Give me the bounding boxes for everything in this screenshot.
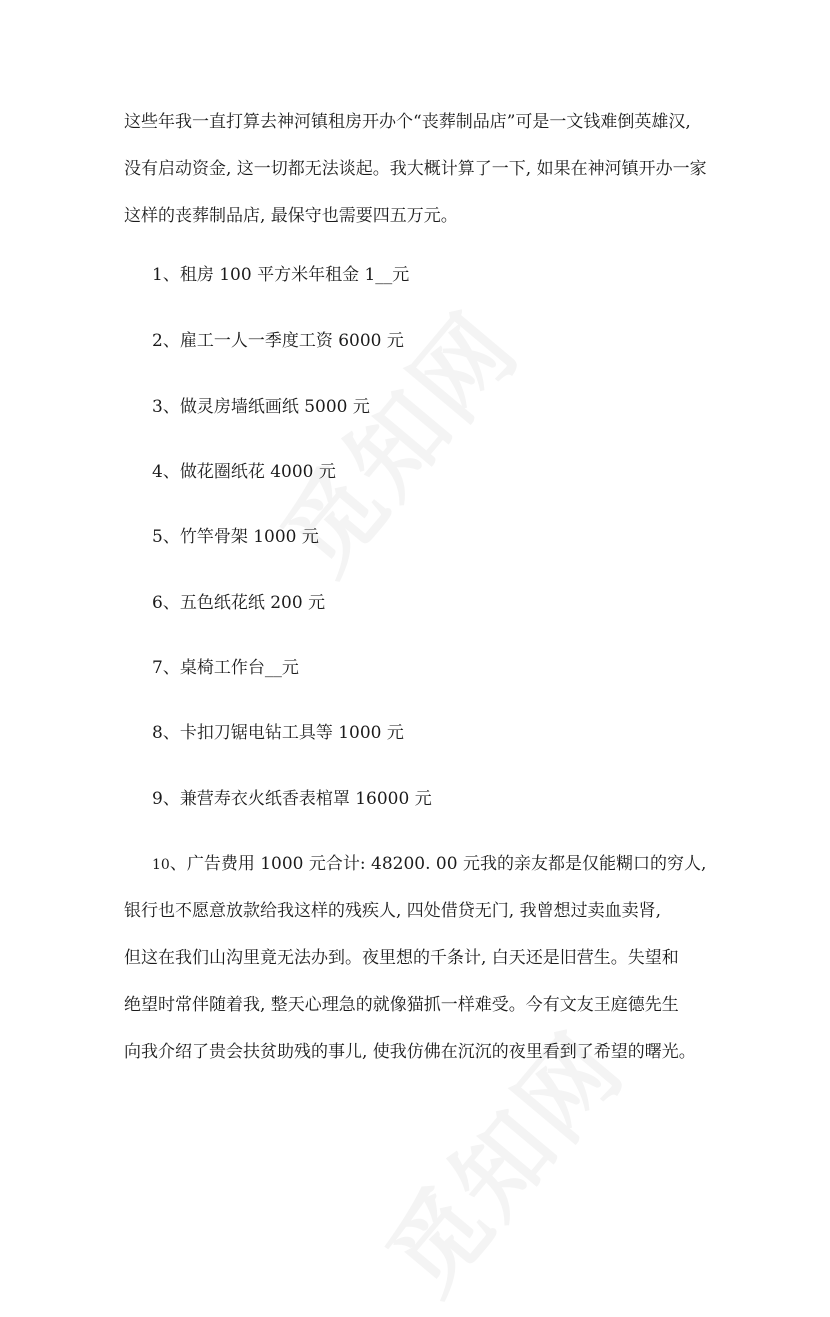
cost-item: 6、五色纸花纸 200 元 bbox=[152, 593, 326, 613]
cost-item: 3、做灵房墙纸画纸 5000 元 bbox=[152, 397, 370, 417]
cost-item: 1、租房 100 平方米年租金 1__元 bbox=[152, 265, 410, 285]
closing-line: 但这在我们山沟里竟无法办到。夜里想的千条计, 白天还是旧营生。失望和 bbox=[124, 948, 679, 968]
intro-line: 这样的丧葬制品店, 最保守也需要四五万元。 bbox=[124, 206, 458, 226]
closing-line: 绝望时常伴随着我, 整天心理急的就像猫抓一样难受。今有文友王庭德先生 bbox=[124, 995, 679, 1015]
closing-paragraph bbox=[152, 841, 752, 889]
closing-line: 银行也不愿意放款给我这样的残疾人, 四处借贷无门, 我曾想过卖血卖肾, bbox=[124, 901, 662, 921]
cost-item: 7、桌椅工作台__元 bbox=[152, 658, 299, 678]
item-number: 10 bbox=[152, 857, 170, 873]
closing-paragraph-cont bbox=[124, 888, 724, 1076]
cost-item: 2、雇工一人一季度工资 6000 元 bbox=[152, 331, 404, 351]
cost-item: 9、兼营寿衣火纸香表棺罩 16000 元 bbox=[152, 789, 432, 809]
closing-first-line bbox=[152, 841, 752, 889]
closing-line: 、广告费用 1000 元合计: 48200. 00 元我的亲友都是仅能糊口的穷人, bbox=[169, 854, 707, 874]
closing-line: 向我介绍了贵会扶贫助残的事儿, 使我仿佛在沉沉的夜里看到了希望的曙光。 bbox=[124, 1042, 696, 1062]
intro-line: 这些年我一直打算去神河镇租房开办个“丧葬制品店”可是一文钱难倒英雄汉, bbox=[124, 112, 691, 132]
intro-paragraph bbox=[124, 99, 724, 240]
intro-line: 没有启动资金, 这一切都无法谈起。我大概计算了一下, 如果在神河镇开办一家 bbox=[124, 159, 707, 179]
watermark bbox=[246, 280, 544, 598]
cost-item: 8、卡扣刀锯电钻工具等 1000 元 bbox=[152, 723, 404, 743]
cost-item: 4、做花圈纸花 4000 元 bbox=[152, 462, 336, 482]
cost-item: 5、竹竿骨架 1000 元 bbox=[152, 527, 319, 547]
